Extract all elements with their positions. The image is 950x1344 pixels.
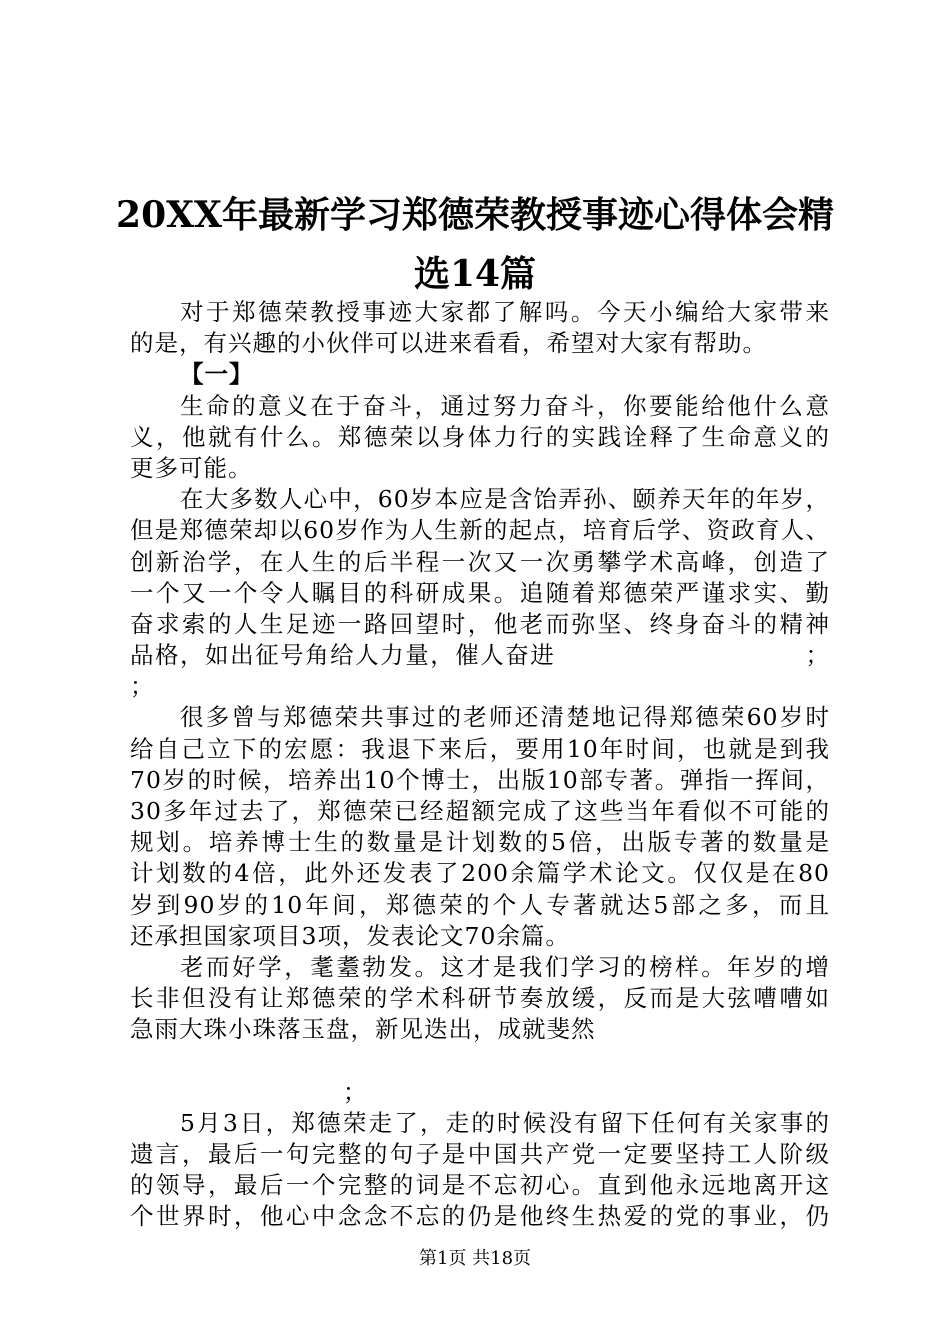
text-line: 创新治学，在人生的后半程一次又一次勇攀学术高峰，创造了 bbox=[130, 547, 830, 576]
text-line: 但是郑德荣却以60岁作为人生新的起点，培育后学、资政育人、 bbox=[130, 516, 830, 545]
text-line: 5月3日，郑德荣走了，走的时候没有留下任何有关家事的 bbox=[180, 1108, 830, 1137]
text-line: 还承担国家项目3项，发表论文70余篇。 bbox=[130, 921, 570, 950]
text-line: ； bbox=[343, 1077, 368, 1106]
text-line: 生命的意义在于奋斗，通过努力奋斗，你要能给他什么意 bbox=[180, 391, 830, 420]
text-line: 给自己立下的宏愿：我退下来后，要用10年时间，也就是到我 bbox=[130, 734, 830, 763]
text-line: 很多曾与郑德荣共事过的老师还清楚地记得郑德荣60岁时 bbox=[180, 703, 830, 732]
text-line: 岁到90岁的10年间，郑德荣的个人专著就达5部之多，而且 bbox=[130, 890, 830, 919]
document-title-line-1: 20XX年最新学习郑德荣教授事迹心得体会精 bbox=[116, 194, 834, 236]
text-line: 一个又一个令人瞩目的科研成果。追随着郑德荣严谨求实、勤 bbox=[130, 578, 830, 607]
text-line: 的领导，最后一个完整的词是不忘初心。直到他永远地离开这 bbox=[130, 1171, 830, 1200]
text-line: 急雨大珠小珠落玉盘，新见迭出，成就斐然 bbox=[130, 1015, 596, 1044]
text-line: 对于郑德荣教授事迹大家都了解吗。今天小编给大家带来 bbox=[180, 298, 830, 326]
blank-line bbox=[130, 1046, 830, 1077]
text-line: 30多年过去了，郑德荣已经超额完成了这些当年看似不可能的 bbox=[130, 797, 830, 825]
text-line: 【一】 bbox=[180, 360, 254, 389]
text-line: 在大多数人心中，60岁本应是含饴弄孙、颐养天年的年岁， bbox=[180, 485, 830, 514]
text-line: 70岁的时候，培养出10个博士，出版10部专著。弹指一挥间， bbox=[130, 765, 830, 794]
text-line: 更多可能。 bbox=[130, 453, 253, 482]
text-line: 品格，如出征号角给人力量，催人奋进 ； bbox=[130, 641, 830, 670]
text-line: 的是，有兴趣的小伙伴可以进来看看，希望对大家有帮助。 bbox=[130, 329, 767, 358]
text-line: 奋求索的人生足迹一路回望时，他老而弥坚、终身奋斗的精神 bbox=[130, 609, 830, 638]
text-line: 长非但没有让郑德荣的学术科研节奏放缓，反而是大弦嘈嘈如 bbox=[130, 984, 830, 1013]
document-title-line-2: 选14篇 bbox=[413, 253, 537, 295]
text-line: ； bbox=[130, 672, 155, 701]
text-line: 个世界时，他心中念念不忘的仍是他终生热爱的党的事业，仍 bbox=[130, 1202, 830, 1231]
page-footer: 第1页 共18页 bbox=[418, 1248, 532, 1269]
text-line: 规划。培养博士生的数量是计划数的5倍，出版专著的数量是 bbox=[130, 828, 830, 857]
text-line: 遗言，最后一句完整的句子是中国共产党一定要坚持工人阶级 bbox=[130, 1140, 830, 1169]
text-line: 义，他就有什么。郑德荣以身体力行的实践诠释了生命意义的 bbox=[130, 422, 830, 451]
text-line: 计划数的4倍，此外还发表了200余篇学术论文。仅仅是在80 bbox=[130, 859, 830, 888]
text-line: 老而好学，耄耋勃发。这才是我们学习的榜样。年岁的增 bbox=[180, 952, 830, 981]
document-body bbox=[130, 297, 830, 1233]
